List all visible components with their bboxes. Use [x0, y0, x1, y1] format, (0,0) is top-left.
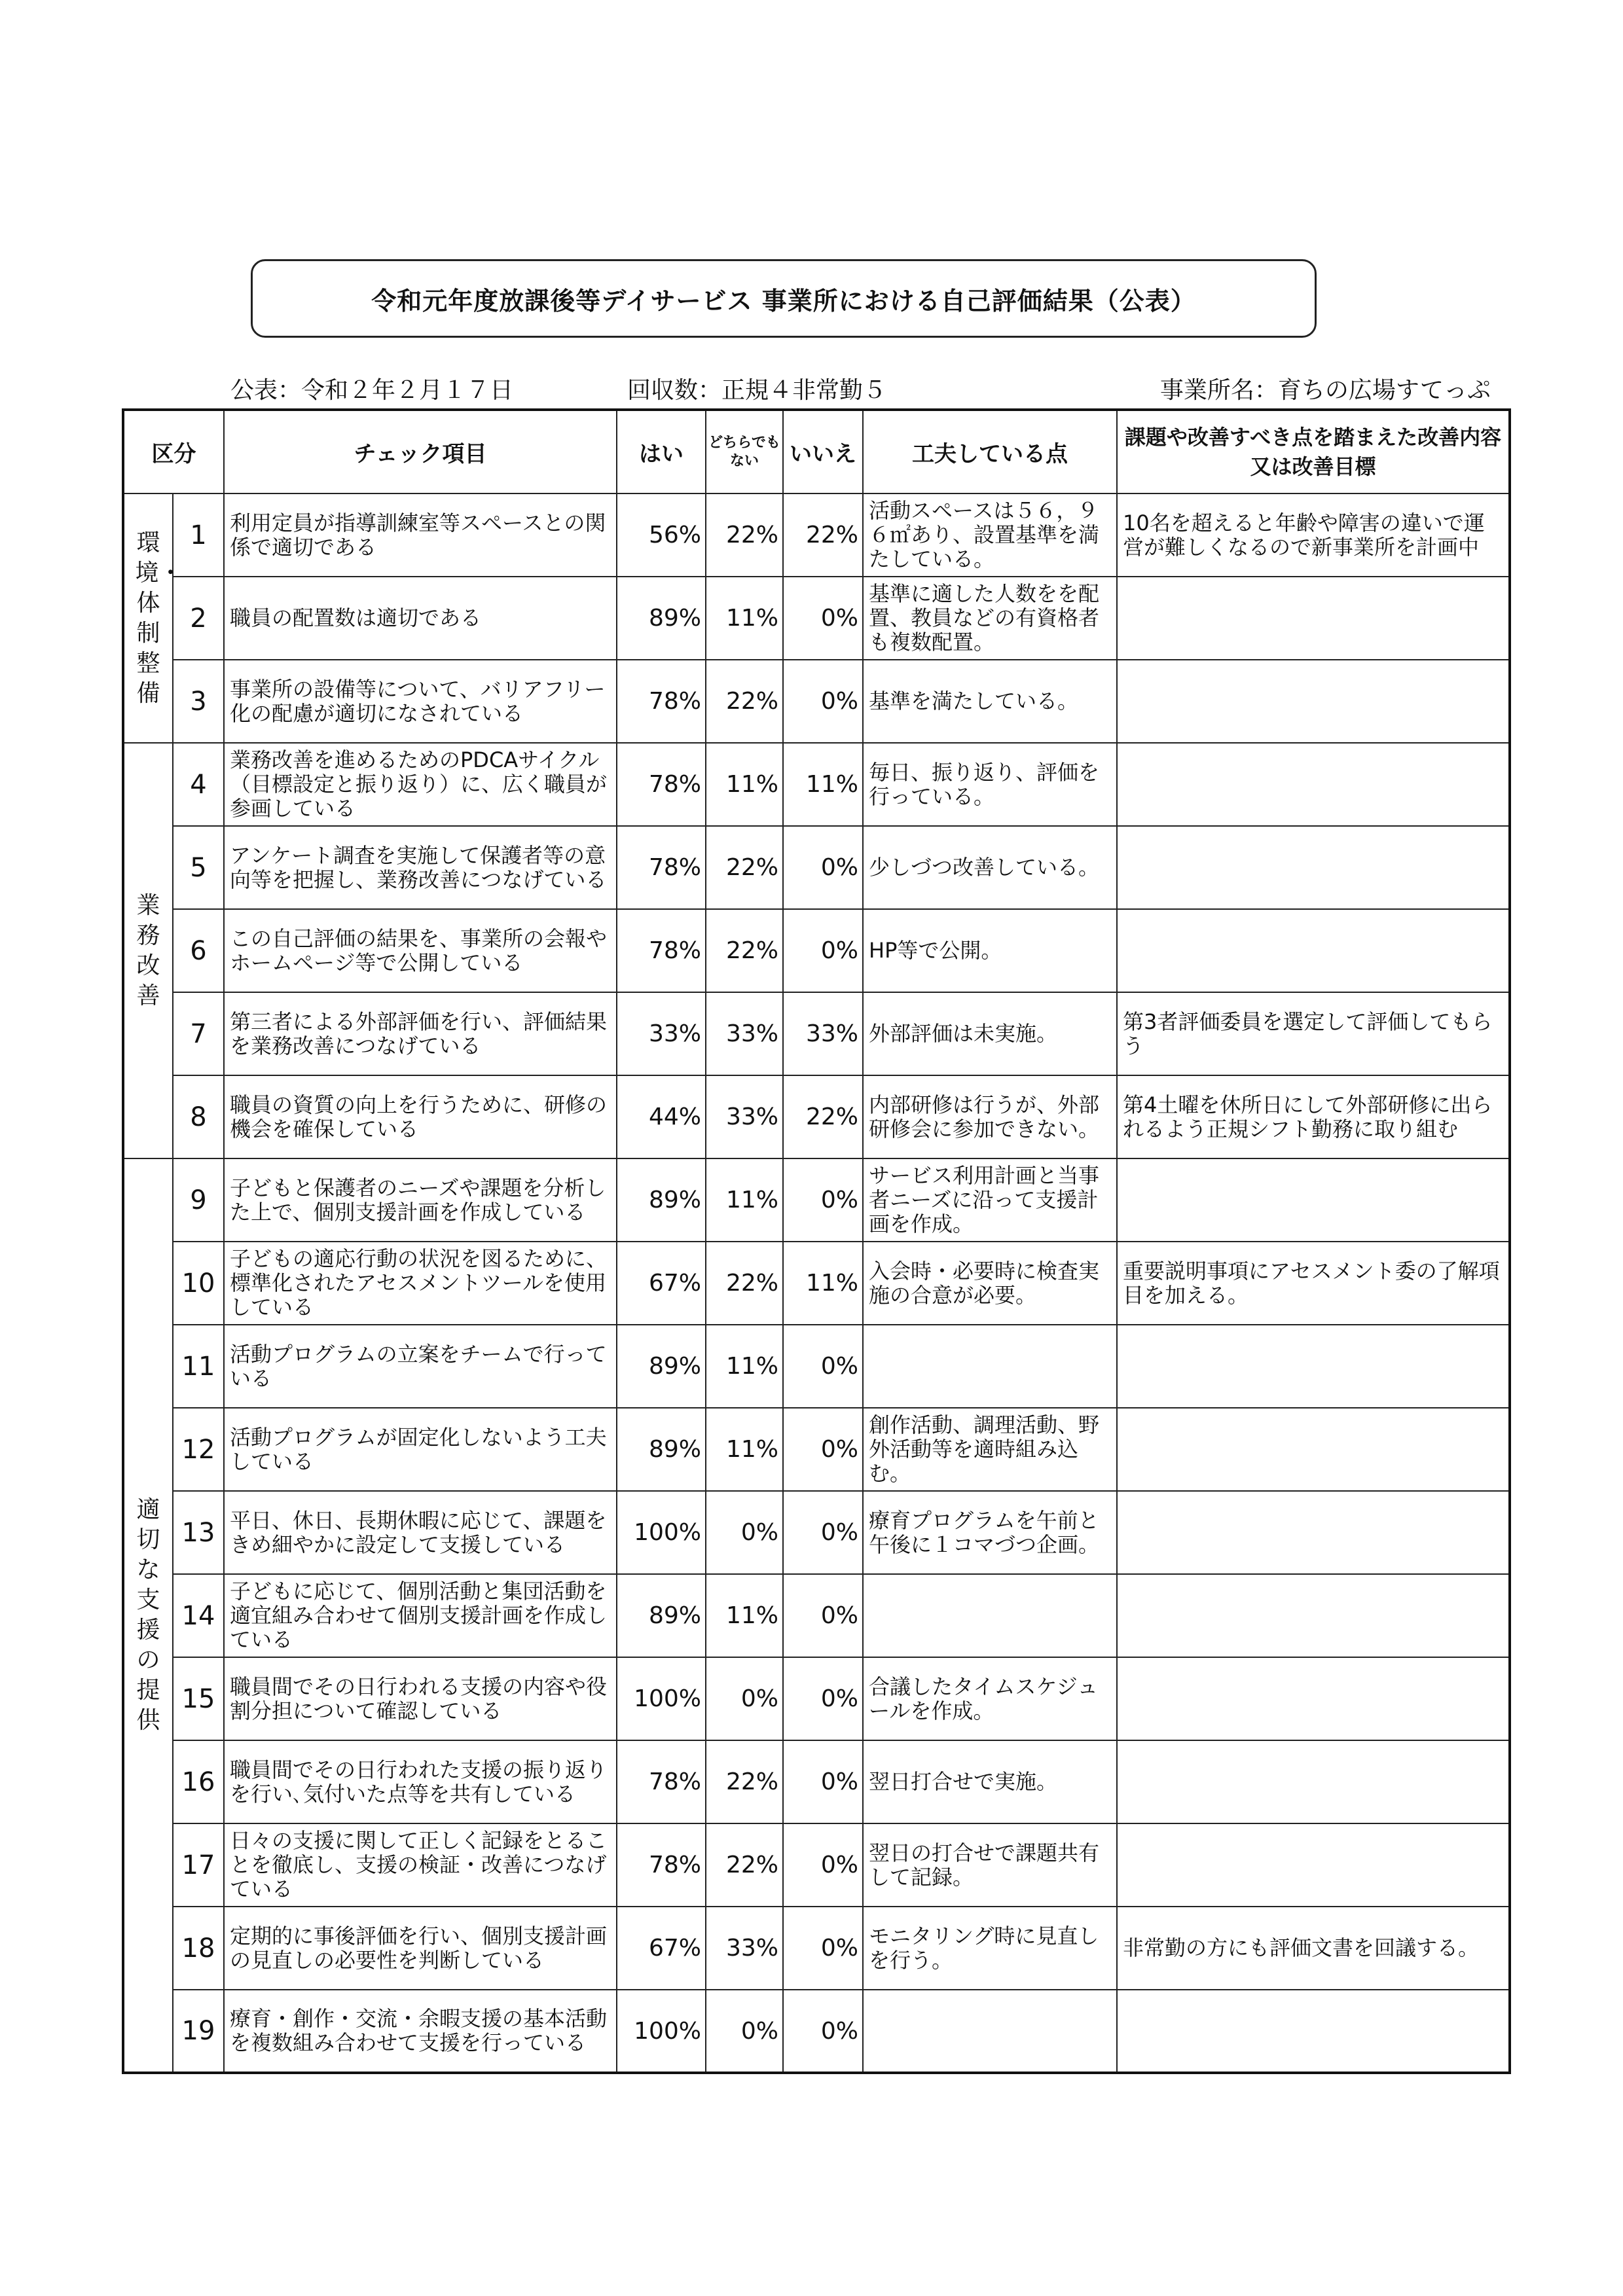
no-percent: 0% [783, 1325, 863, 1408]
no-percent: 11% [783, 743, 863, 826]
category-cell [123, 1158, 173, 2073]
check-item-text: 利用定員が指導訓練室等スペースとの関係で適切である [224, 493, 617, 577]
neither-percent: 11% [706, 1408, 783, 1491]
check-item-text: 定期的に事後評価を行い、個別支援計画の見直しの必要性を判断している [224, 1907, 617, 1990]
item-number: 1 [173, 493, 224, 577]
check-item-text: アンケート調査を実施して保護者等の意向等を把握し、業務改善につなげている [224, 826, 617, 909]
neither-percent: 0% [706, 1990, 783, 2073]
issue-text [1117, 1408, 1510, 1491]
effort-text: 合議したタイムスケジュールを作成。 [863, 1657, 1117, 1740]
yes-percent: 78% [617, 909, 706, 992]
neither-percent: 33% [706, 1075, 783, 1158]
table-row [123, 1242, 1510, 1325]
effort-text [863, 1574, 1117, 1657]
check-item-text: 職員間でその日行われた支援の振り返りを行い､気付いた点等を共有している [224, 1740, 617, 1823]
yes-percent: 33% [617, 992, 706, 1075]
yes-percent: 56% [617, 493, 706, 577]
issue-text [1117, 1574, 1510, 1657]
issue-text [1117, 909, 1510, 992]
table-row [123, 1823, 1510, 1907]
yes-percent: 78% [617, 743, 706, 826]
effort-text: 基準に適した人数をを配置、教員などの有資格者も複数配置。 [863, 577, 1117, 660]
item-number: 13 [173, 1491, 224, 1574]
no-percent: 0% [783, 1158, 863, 1242]
neither-percent: 22% [706, 660, 783, 743]
table-row [123, 1158, 1510, 1242]
issue-text [1117, 1990, 1510, 2073]
neither-percent: 22% [706, 1242, 783, 1325]
issue-text [1117, 1325, 1510, 1408]
neither-percent: 11% [706, 1158, 783, 1242]
header-effort: 工夫している点 [863, 410, 1117, 493]
effort-text [863, 1990, 1117, 2073]
table-row [123, 577, 1510, 660]
category-label: 業務改善 [136, 891, 160, 1009]
issue-text [1117, 577, 1510, 660]
table-row [123, 909, 1510, 992]
table-row [123, 1907, 1510, 1990]
no-percent: 0% [783, 577, 863, 660]
item-number: 14 [173, 1574, 224, 1657]
item-number: 12 [173, 1408, 224, 1491]
check-item-text: この自己評価の結果を、事業所の会報やホームページ等で公開している [224, 909, 617, 992]
issue-text [1117, 1491, 1510, 1574]
effort-text: 創作活動、調理活動、野外活動等を適時組み込む。 [863, 1408, 1117, 1491]
no-percent: 0% [783, 909, 863, 992]
effort-text: 基準を満たしている。 [863, 660, 1117, 743]
no-percent: 22% [783, 1075, 863, 1158]
issue-text [1117, 1657, 1510, 1740]
table-row [123, 1325, 1510, 1408]
neither-percent: 11% [706, 1325, 783, 1408]
table-row [123, 743, 1510, 826]
item-number: 2 [173, 577, 224, 660]
yes-percent: 78% [617, 1740, 706, 1823]
yes-percent: 100% [617, 1657, 706, 1740]
yes-percent: 89% [617, 577, 706, 660]
no-percent: 0% [783, 1823, 863, 1907]
check-item-text: 子どもと保護者のニーズや課題を分析した上で、個別支援計画を作成している [224, 1158, 617, 1242]
no-percent: 0% [783, 1408, 863, 1491]
neither-percent: 33% [706, 1907, 783, 1990]
category-label: 環境・体制整備 [135, 529, 183, 707]
category-label: 適切な支援の提供 [136, 1496, 160, 1734]
item-number: 6 [173, 909, 224, 992]
item-number: 17 [173, 1823, 224, 1907]
no-percent: 0% [783, 1740, 863, 1823]
neither-percent: 22% [706, 826, 783, 909]
neither-percent: 11% [706, 743, 783, 826]
no-percent: 33% [783, 992, 863, 1075]
neither-percent: 11% [706, 577, 783, 660]
yes-percent: 89% [617, 1408, 706, 1491]
effort-text: モニタリング時に見直しを行う。 [863, 1907, 1117, 1990]
yes-percent: 89% [617, 1325, 706, 1408]
header-check-item: チェック項目 [224, 410, 617, 493]
page-title: 令和元年度放課後等デイサービス 事業所における自己評価結果（公表） [251, 259, 1317, 338]
item-number: 8 [173, 1075, 224, 1158]
neither-percent: 22% [706, 1740, 783, 1823]
issue-text: 第3者評価委員を選定して評価してもらう [1117, 992, 1510, 1075]
table-row [123, 1491, 1510, 1574]
item-number: 16 [173, 1740, 224, 1823]
effort-text: 外部評価は未実施。 [863, 992, 1117, 1075]
issue-text [1117, 826, 1510, 909]
issue-text [1117, 660, 1510, 743]
neither-percent: 0% [706, 1657, 783, 1740]
issue-text: 第4土曜を休所日にして外部研修に出られるよう正規シフト勤務に取り組む [1117, 1075, 1510, 1158]
check-item-text: 職員の資質の向上を行うために、研修の機会を確保している [224, 1075, 617, 1158]
no-percent: 0% [783, 826, 863, 909]
yes-percent: 44% [617, 1075, 706, 1158]
check-item-text: 子どもに応じて、個別活動と集団活動を適宜組み合わせて個別支援計画を作成している [224, 1574, 617, 1657]
header-yes: はい [617, 410, 706, 493]
effort-text: 療育プログラムを午前と午後に１コマづつ企画。 [863, 1491, 1117, 1574]
table-row [123, 1075, 1510, 1158]
table-row [123, 660, 1510, 743]
no-percent: 22% [783, 493, 863, 577]
check-item-text: 事業所の設備等について、バリアフリー化の配慮が適切になされている [224, 660, 617, 743]
item-number: 4 [173, 743, 224, 826]
category-cell [123, 743, 173, 1158]
table-row [123, 1740, 1510, 1823]
issue-text [1117, 743, 1510, 826]
yes-percent: 89% [617, 1158, 706, 1242]
check-item-text: 平日、休日、長期休暇に応じて、課題をきめ細やかに設定して支援している [224, 1491, 617, 1574]
table-row [123, 493, 1510, 577]
table-row [123, 1574, 1510, 1657]
item-number: 15 [173, 1657, 224, 1740]
item-number: 19 [173, 1990, 224, 2073]
no-percent: 0% [783, 1907, 863, 1990]
neither-percent: 22% [706, 1823, 783, 1907]
published-date: 公表：令和２年２月１７日 [230, 377, 514, 404]
header-no: いいえ [783, 410, 863, 493]
issue-text [1117, 1823, 1510, 1907]
table-row [123, 826, 1510, 909]
issue-text: 重要説明事項にアセスメント委の了解項目を加える。 [1117, 1242, 1510, 1325]
check-item-text: 業務改善を進めるためのPDCAサイクル（目標設定と振り返り）に、広く職員が参画している [224, 743, 617, 826]
yes-percent: 67% [617, 1242, 706, 1325]
neither-percent: 11% [706, 1574, 783, 1657]
check-item-text: 職員間でその日行われる支援の内容や役割分担について確認している [224, 1657, 617, 1740]
office-name: 事業所名：育ちの広場すてっぷ [1159, 377, 1491, 404]
table-row [123, 1408, 1510, 1491]
check-item-text: 子どもの適応行動の状況を図るために、標準化されたアセスメントツールを使用している [224, 1242, 617, 1325]
check-item-text: 療育・創作・交流・余暇支援の基本活動を複数組み合わせて支援を行っている [224, 1990, 617, 2073]
item-number: 5 [173, 826, 224, 909]
yes-percent: 67% [617, 1907, 706, 1990]
no-percent: 0% [783, 1990, 863, 2073]
neither-percent: 22% [706, 493, 783, 577]
neither-percent: 22% [706, 909, 783, 992]
check-item-text: 活動プログラムの立案をチームで行っている [224, 1325, 617, 1408]
check-item-text: 日々の支援に関して正しく記録をとることを徹底し、支援の検証・改善につなげている [224, 1823, 617, 1907]
issue-text [1117, 1158, 1510, 1242]
effort-text: 入会時・必要時に検査実施の合意が必要。 [863, 1242, 1117, 1325]
table-row [123, 1657, 1510, 1740]
issue-text [1117, 1740, 1510, 1823]
effort-text: 毎日、振り返り、評価を行っている。 [863, 743, 1117, 826]
effort-text [863, 1325, 1117, 1408]
header-row [123, 410, 1510, 493]
effort-text: 少しづつ改善している。 [863, 826, 1117, 909]
check-item-text: 第三者による外部評価を行い、評価結果を業務改善につなげている [224, 992, 617, 1075]
effort-text: 翌日の打合せで課題共有して記録。 [863, 1823, 1117, 1907]
effort-text: 活動スペースは５６，９６㎡あり、設置基準を満たしている。 [863, 493, 1117, 577]
no-percent: 0% [783, 1657, 863, 1740]
effort-text: 内部研修は行うが、外部研修会に参加できない。 [863, 1075, 1117, 1158]
effort-text: 翌日打合せで実施。 [863, 1740, 1117, 1823]
table-row [123, 992, 1510, 1075]
no-percent: 0% [783, 1491, 863, 1574]
issue-text: 非常勤の方にも評価文書を回議する。 [1117, 1907, 1510, 1990]
yes-percent: 78% [617, 660, 706, 743]
issue-text: 10名を超えると年齢や障害の違いで運営が難しくなるので新事業所を計画中 [1117, 493, 1510, 577]
no-percent: 11% [783, 1242, 863, 1325]
header-neither: どちらでもない [706, 410, 783, 493]
effort-text: サービス利用計画と当事者ニーズに沿って支援計画を作成。 [863, 1158, 1117, 1242]
item-number: 3 [173, 660, 224, 743]
effort-text: HP等で公開。 [863, 909, 1117, 992]
yes-percent: 78% [617, 826, 706, 909]
item-number: 10 [173, 1242, 224, 1325]
yes-percent: 78% [617, 1823, 706, 1907]
yes-percent: 100% [617, 1491, 706, 1574]
item-number: 9 [173, 1158, 224, 1242]
item-number: 18 [173, 1907, 224, 1990]
check-item-text: 職員の配置数は適切である [224, 577, 617, 660]
no-percent: 0% [783, 660, 863, 743]
category-cell [123, 493, 183, 743]
no-percent: 0% [783, 1574, 863, 1657]
item-number: 7 [173, 992, 224, 1075]
collection-count: 回収数：正規４非常勤５ [627, 377, 887, 404]
table-row [123, 1990, 1510, 2073]
evaluation-table [122, 408, 1511, 2074]
header-category: 区分 [123, 410, 224, 493]
check-item-text: 活動プログラムが固定化しないよう工夫している [224, 1408, 617, 1491]
header-issue: 課題や改善すべき点を踏まえた改善内容又は改善目標 [1117, 410, 1510, 493]
neither-percent: 0% [706, 1491, 783, 1574]
neither-percent: 33% [706, 992, 783, 1075]
yes-percent: 100% [617, 1990, 706, 2073]
yes-percent: 89% [617, 1574, 706, 1657]
item-number: 11 [173, 1325, 224, 1408]
